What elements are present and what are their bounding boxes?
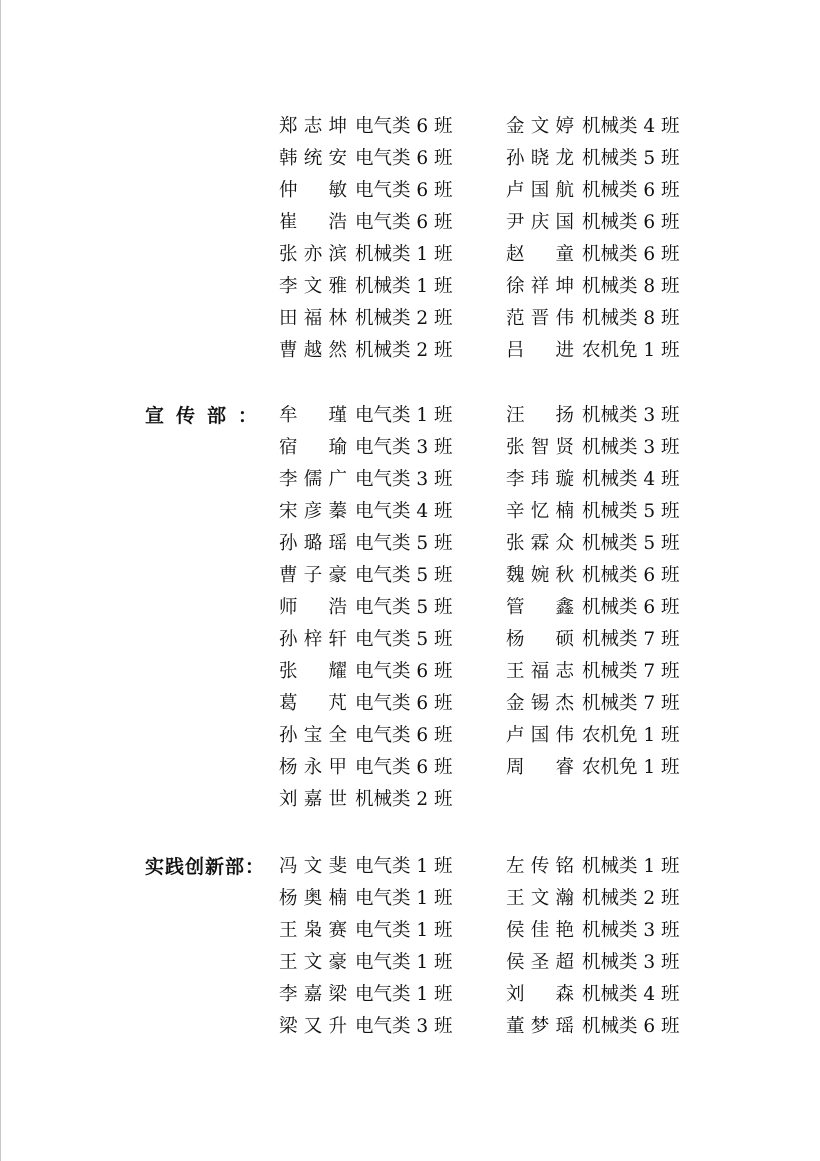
member-class: 机械类 6 班	[582, 1016, 680, 1037]
member-entry	[506, 532, 680, 556]
member-entry	[279, 211, 453, 235]
member-name: 王枭赛	[279, 920, 347, 941]
member-class: 机械类 2 班	[582, 888, 680, 909]
member-name: 郑志坤	[279, 116, 347, 137]
member-entry	[506, 275, 680, 299]
table-row	[0, 211, 820, 235]
member-entry	[279, 887, 453, 911]
member-name: 宿 瑜	[279, 437, 347, 458]
member-entry	[279, 339, 453, 363]
member-class: 农机免 1 班	[582, 725, 680, 746]
member-class: 电气类 1 班	[355, 856, 453, 877]
member-class: 机械类 2 班	[355, 308, 453, 329]
member-entry	[506, 855, 680, 879]
member-name: 冯文斐	[279, 856, 347, 877]
member-class: 机械类 3 班	[582, 920, 680, 941]
member-entry	[506, 756, 680, 780]
member-class: 农机免 1 班	[582, 340, 680, 361]
member-name: 李嘉梁	[279, 984, 347, 1005]
member-class: 机械类 1 班	[355, 244, 453, 265]
member-class: 机械类 1 班	[582, 856, 680, 877]
member-name: 董梦瑶	[506, 1016, 574, 1037]
member-name: 梁又升	[279, 1016, 347, 1037]
member-class: 机械类 8 班	[582, 276, 680, 297]
member-name: 杨 硕	[506, 629, 574, 650]
member-class: 电气类 3 班	[355, 1016, 453, 1037]
member-entry	[506, 692, 680, 716]
member-name: 张霖众	[506, 533, 574, 554]
member-class: 电气类 1 班	[355, 952, 453, 973]
member-class: 机械类 4 班	[582, 116, 680, 137]
member-name: 仲 敏	[279, 180, 347, 201]
member-name: 杨奥楠	[279, 888, 347, 909]
member-entry	[506, 468, 680, 492]
member-name: 辛忆楠	[506, 501, 574, 522]
member-entry	[506, 243, 680, 267]
member-name: 葛 芃	[279, 693, 347, 714]
table-row	[0, 147, 820, 171]
member-class: 农机免 1 班	[582, 757, 680, 778]
member-class: 机械类 5 班	[582, 148, 680, 169]
member-entry	[279, 983, 453, 1007]
member-class: 机械类 8 班	[582, 308, 680, 329]
member-entry	[279, 468, 453, 492]
member-class: 机械类 6 班	[582, 244, 680, 265]
member-class: 机械类 3 班	[582, 405, 680, 426]
table-row	[0, 404, 820, 428]
member-entry	[279, 564, 453, 588]
section-title: 宣传部：	[145, 405, 270, 427]
member-class: 电气类 5 班	[355, 597, 453, 618]
member-class: 机械类 6 班	[582, 212, 680, 233]
table-row	[0, 788, 820, 812]
member-class: 电气类 6 班	[355, 116, 453, 137]
member-entry	[279, 404, 453, 428]
member-name: 孙宝全	[279, 725, 347, 746]
table-row	[0, 756, 820, 780]
table-row	[0, 919, 820, 943]
member-entry	[506, 211, 680, 235]
member-class: 机械类 1 班	[355, 276, 453, 297]
member-class: 机械类 4 班	[582, 984, 680, 1005]
member-name: 魏婉秋	[506, 565, 574, 586]
member-entry	[279, 596, 453, 620]
member-entry	[279, 951, 453, 975]
member-entry	[506, 596, 680, 620]
member-name: 范晋伟	[506, 308, 574, 329]
table-row	[0, 436, 820, 460]
table-row	[0, 115, 820, 139]
member-class: 电气类 4 班	[355, 501, 453, 522]
member-class: 机械类 5 班	[582, 501, 680, 522]
member-name: 张亦滨	[279, 244, 347, 265]
member-class: 电气类 5 班	[355, 629, 453, 650]
member-class: 电气类 6 班	[355, 725, 453, 746]
member-name: 吕 进	[506, 340, 574, 361]
member-entry	[279, 436, 453, 460]
member-name: 周 睿	[506, 757, 574, 778]
member-name: 韩统安	[279, 148, 347, 169]
table-row	[0, 628, 820, 652]
member-class: 机械类 6 班	[582, 180, 680, 201]
member-name: 王福志	[506, 661, 574, 682]
table-row	[0, 468, 820, 492]
member-entry	[279, 307, 453, 331]
member-class: 电气类 3 班	[355, 437, 453, 458]
member-name: 侯圣超	[506, 952, 574, 973]
member-class: 机械类 6 班	[582, 597, 680, 618]
member-name: 左传铭	[506, 856, 574, 877]
member-class: 机械类 2 班	[355, 340, 453, 361]
member-class: 电气类 5 班	[355, 533, 453, 554]
member-name: 孙晓龙	[506, 148, 574, 169]
member-class: 电气类 6 班	[355, 180, 453, 201]
member-name: 刘 森	[506, 984, 574, 1005]
member-name: 孙璐瑶	[279, 533, 347, 554]
member-name: 张智贤	[506, 437, 574, 458]
section-title: 实践创新部：	[145, 856, 266, 878]
member-entry	[506, 179, 680, 203]
member-entry	[506, 147, 680, 171]
member-name: 牟 瑾	[279, 405, 347, 426]
member-name: 金文婷	[506, 116, 574, 137]
member-name: 金锡杰	[506, 693, 574, 714]
member-name: 师 浩	[279, 597, 347, 618]
member-name: 田福林	[279, 308, 347, 329]
member-class: 机械类 7 班	[582, 661, 680, 682]
member-entry	[506, 339, 680, 363]
member-name: 卢国航	[506, 180, 574, 201]
member-class: 机械类 4 班	[582, 469, 680, 490]
member-class: 电气类 6 班	[355, 148, 453, 169]
table-row	[0, 179, 820, 203]
table-row	[0, 243, 820, 267]
member-entry	[279, 500, 453, 524]
table-row	[0, 1015, 820, 1039]
member-entry	[506, 115, 680, 139]
member-entry	[279, 532, 453, 556]
member-entry	[506, 404, 680, 428]
member-class: 电气类 1 班	[355, 888, 453, 909]
table-row	[0, 660, 820, 684]
member-entry	[506, 500, 680, 524]
member-entry	[279, 660, 453, 684]
member-name: 孙梓轩	[279, 629, 347, 650]
member-entry	[279, 275, 453, 299]
member-class: 电气类 3 班	[355, 469, 453, 490]
member-class: 电气类 6 班	[355, 212, 453, 233]
member-entry	[279, 724, 453, 748]
member-class: 电气类 6 班	[355, 661, 453, 682]
table-row	[0, 339, 820, 363]
table-row	[0, 724, 820, 748]
table-row	[0, 855, 820, 879]
table-row	[0, 275, 820, 299]
table-row	[0, 887, 820, 911]
member-entry	[506, 564, 680, 588]
member-class: 机械类 7 班	[582, 629, 680, 650]
member-class: 机械类 3 班	[582, 952, 680, 973]
member-name: 杨永甲	[279, 757, 347, 778]
member-name: 王文瀚	[506, 888, 574, 909]
member-entry	[279, 692, 453, 716]
table-row	[0, 596, 820, 620]
member-entry	[279, 115, 453, 139]
member-entry	[279, 243, 453, 267]
member-class: 电气类 1 班	[355, 405, 453, 426]
table-row	[0, 564, 820, 588]
member-class: 电气类 6 班	[355, 757, 453, 778]
member-entry	[506, 628, 680, 652]
member-name: 刘嘉世	[279, 789, 347, 810]
table-row	[0, 307, 820, 331]
member-name: 李儒广	[279, 469, 347, 490]
member-entry	[279, 855, 453, 879]
table-row	[0, 951, 820, 975]
table-row	[0, 692, 820, 716]
member-entry	[279, 179, 453, 203]
member-class: 机械类 5 班	[582, 533, 680, 554]
member-name: 崔 浩	[279, 212, 347, 233]
member-class: 机械类 7 班	[582, 693, 680, 714]
member-entry	[506, 919, 680, 943]
member-name: 曹子豪	[279, 565, 347, 586]
member-entry	[279, 788, 453, 812]
member-entry	[506, 307, 680, 331]
member-class: 电气类 6 班	[355, 693, 453, 714]
member-class: 机械类 2 班	[355, 789, 453, 810]
member-name: 汪 扬	[506, 405, 574, 426]
member-name: 赵 童	[506, 244, 574, 265]
member-entry	[506, 660, 680, 684]
member-name: 曹越然	[279, 340, 347, 361]
member-name: 管 鑫	[506, 597, 574, 618]
table-row	[0, 500, 820, 524]
member-entry	[279, 919, 453, 943]
member-name: 徐祥坤	[506, 276, 574, 297]
member-entry	[506, 951, 680, 975]
member-entry	[279, 1015, 453, 1039]
member-name: 宋彦蓁	[279, 501, 347, 522]
member-name: 李文雅	[279, 276, 347, 297]
member-entry	[506, 887, 680, 911]
member-entry	[506, 724, 680, 748]
table-row	[0, 983, 820, 1007]
member-class: 电气类 5 班	[355, 565, 453, 586]
member-name: 李玮璇	[506, 469, 574, 490]
member-name: 王文豪	[279, 952, 347, 973]
table-row	[0, 532, 820, 556]
member-name: 张 耀	[279, 661, 347, 682]
member-entry	[279, 756, 453, 780]
member-class: 机械类 3 班	[582, 437, 680, 458]
member-name: 侯佳艳	[506, 920, 574, 941]
member-class: 电气类 1 班	[355, 984, 453, 1005]
member-entry	[506, 983, 680, 1007]
member-entry	[506, 436, 680, 460]
member-name: 尹庆国	[506, 212, 574, 233]
member-entry	[506, 1015, 680, 1039]
member-entry	[279, 147, 453, 171]
member-class: 机械类 6 班	[582, 565, 680, 586]
member-name: 卢国伟	[506, 725, 574, 746]
member-class: 电气类 1 班	[355, 920, 453, 941]
member-entry	[279, 628, 453, 652]
